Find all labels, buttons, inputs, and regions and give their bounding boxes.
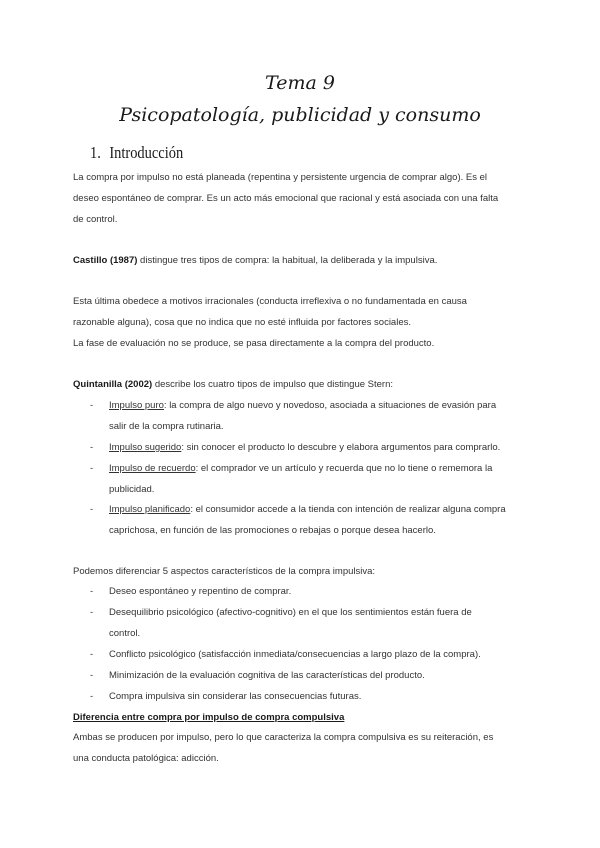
list-item: Impulso planificado: el consumidor accede a la tienda con intención de realizar alguna compra: [109, 504, 506, 515]
section-heading: [90, 143, 183, 163]
list-item: Compra impulsiva sin considerar las consecuencias futuras.: [109, 691, 362, 702]
irrational-line: Esta última obedece a motivos irracionales (conducta irreflexiva o no fundamentada en causa: [73, 296, 467, 307]
section-title: Introducción: [109, 143, 184, 162]
quintanilla-paragraph: [73, 374, 533, 395]
difference-line: una conducta patológica: adicción.: [73, 753, 219, 764]
intro-line: La compra por impulso no está planeada (repentina y persistente urgencia de comprar algo). Es el: [73, 172, 488, 183]
impulse-term: Impulso planificado: [109, 504, 191, 515]
aspects-intro: Podemos diferenciar 5 aspectos característicos de la compra impulsiva:: [73, 566, 376, 577]
list-item-continuation: publicidad.: [109, 484, 155, 495]
list-item: Impulso de recuerdo: el comprador ve un artículo y recuerda que no lo tiene o rememora la: [109, 463, 493, 474]
bullet-marker: -: [90, 504, 94, 515]
bullet-marker: -: [90, 607, 94, 618]
castillo-reference: Castillo (1987): [73, 255, 138, 266]
impulse-term: Impulso puro: [109, 400, 164, 411]
impulse-term: Impulso sugerido: [109, 442, 182, 453]
quintanilla-reference: Quintanilla (2002): [73, 379, 153, 390]
document-title: Tema 9: [265, 72, 335, 94]
document-subtitle: Psicopatología, publicidad y consumo: [119, 104, 481, 126]
quintanilla-text: describe los cuatro tipos de impulso que distingue Stern:: [152, 379, 393, 390]
castillo-text: distingue tres tipos de compra: la habitual, la deliberada y la impulsiva.: [137, 255, 438, 266]
section-number: 1.: [90, 143, 101, 162]
bullet-marker: -: [90, 400, 94, 411]
irrational-line: razonable alguna), cosa que no indica que no esté influida por factores sociales.: [73, 317, 411, 328]
list-item: Impulso puro: la compra de algo nuevo y novedoso, asociada a situaciones de evasión para: [109, 400, 497, 411]
difference-heading: Diferencia entre compra por impulso de compra compulsiva: [73, 712, 345, 723]
list-item-continuation: caprichosa, en función de las promociones o rebajas o porque desea hacerlo.: [109, 525, 436, 536]
bullet-marker: -: [90, 463, 94, 474]
list-item: Deseo espontáneo y repentino de comprar.: [109, 586, 292, 597]
bullet-marker: -: [90, 649, 94, 660]
intro-line: de control.: [73, 214, 118, 225]
irrational-line: La fase de evaluación no se produce, se pasa directamente a la compra del producto.: [73, 338, 435, 349]
list-item: Minimización de la evaluación cognitiva de las características del producto.: [109, 670, 425, 681]
bullet-marker: -: [90, 691, 94, 702]
impulse-term: Impulso de recuerdo: [109, 463, 196, 474]
bullet-marker: -: [90, 442, 94, 453]
difference-line: Ambas se producen por impulso, pero lo que caracteriza la compra compulsiva es su reiteración, es: [73, 732, 494, 743]
list-item-continuation: control.: [109, 628, 141, 639]
list-item: Conflicto psicológico (satisfacción inmediata/consecuencias a largo plazo de la compra).: [109, 649, 481, 660]
list-item: Impulso sugerido: sin conocer el producto lo descubre y elabora argumentos para comprarlo.: [109, 442, 501, 453]
bullet-marker: -: [90, 586, 94, 597]
list-item: Desequilibrio psicológico (afectivo-cognitivo) en el que los sentimientos están fuera de: [109, 607, 472, 618]
castillo-paragraph: [73, 250, 533, 271]
intro-line: deseo espontáneo de comprar. Es un acto más emocional que racional y está asociada con una falta: [73, 193, 499, 204]
bullet-marker: -: [90, 670, 94, 681]
list-item-continuation: salir de la compra rutinaria.: [109, 421, 224, 432]
